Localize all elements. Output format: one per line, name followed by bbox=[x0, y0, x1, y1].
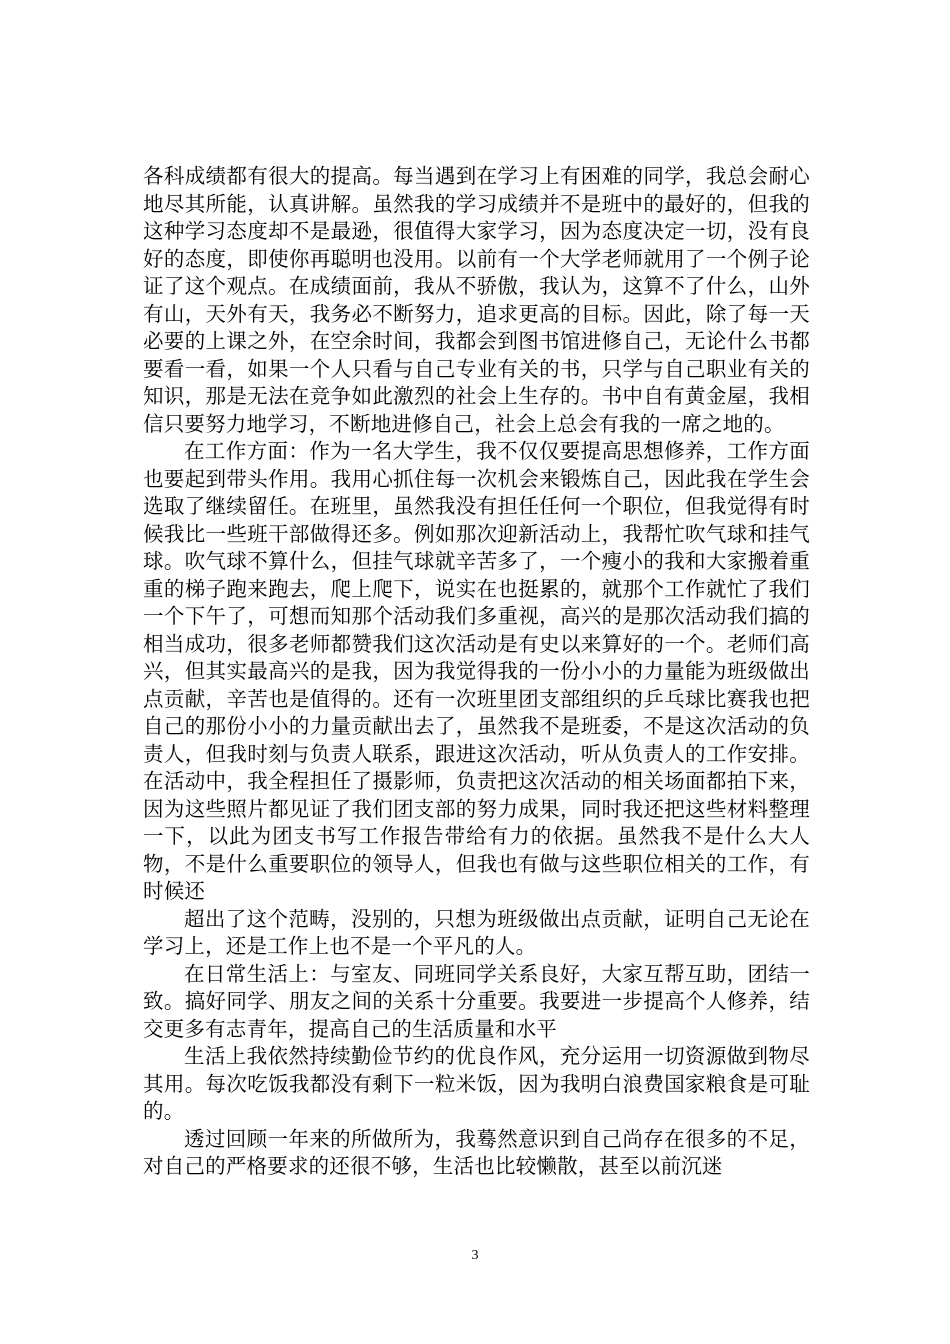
paragraph-3: 超出了这个范畴，没别的，只想为班级做出点贡献，证明自己无论在学习上，还是工作上也不是一个平凡的人。 bbox=[143, 906, 810, 958]
paragraph-4: 在日常生活上：与室友、同班同学关系良好，大家互帮互助，团结一致。搞好同学、朋友之间的关系十分重要。我要进一步提高个人修养，结交更多有志青年，提高自己的生活质量和水平 bbox=[143, 961, 810, 1041]
paragraph-2: 在工作方面：作为一名大学生，我不仅仅要提高思想修养，工作方面也要起到带头作用。我用心抓住每一次机会来锻炼自己，因此我在学生会选取了继续留任。在班里，虽然我没有担任任何一个职位，但我觉得有时候我比一些班干部做得还多。例如那次迎新活动上，我帮忙吹气球和挂气球。吹气球不算什么，但挂气球就辛苦多了，一个瘦小的我和大家搬着重重的梯子跑来跑去，爬上爬下，说实在也挺累的，就那个工作就忙了我们一个下午了，可想而知那个活动我们多重视，高兴的是那次活动我们搞的相当成功，很多老师都赞我们这次活动是有史以来算好的一个。老师们高兴，但其实最高兴的是我，因为我觉得我的一份小小的力量能为班级做出点贡献，辛苦也是值得的。还有一次班里团支部组织的乒乓球比赛我也把自己的那份小小的力量贡献出去了，虽然我不是班委，不是这次活动的负责人，但我时刻与负责人联系，跟进这次活动，听从负责人的工作安排。在活动中，我全程担任了摄影师，负责把这次活动的相关场面都拍下来，因为这些照片都见证了我们团支部的努力成果，同时我还把这些材料整理一下，以此为团支书写工作报告带给有力的依据。虽然我不是什么大人物，不是什么重要职位的领导人，但我也有做与这些职位相关的工作，有时候还 bbox=[143, 439, 810, 903]
paragraph-1: 各科成绩都有很大的提高。每当遇到在学习上有困难的同学，我总会耐心地尽其所能，认真讲解。虽然我的学习成绩并不是班中的最好的，但我的这种学习态度却不是最逊，很值得大家学习，因为态度决定一切，没有良好的态度，即使你再聪明也没用。以前有一个大学老师就用了一个例子论证了这个观点。在成绩面前，我从不骄傲，我认为，这算不了什么，山外有山，天外有天，我务必不断努力，追求更高的目标。因此，除了每一天必要的上课之外，在空余时间，我都会到图书馆进修自己，无论什么书都要看一看，如果一个人只看与自己专业有关的书，只学与自己职业有关的知识，那是无法在竞争如此激烈的社会上生存的。书中自有黄金屋，我相信只要努力地学习，不断地进修自己，社会上总会有我的一席之地的。 bbox=[143, 164, 810, 436]
paragraph-6: 透过回顾一年来的所做所为，我蓦然意识到自己尚存在很多的不足，对自己的严格要求的还很不够，生活也比较懒散，甚至以前沉迷 bbox=[143, 1126, 810, 1178]
paragraph-5: 生活上我依然持续勤俭节约的优良作风，充分运用一切资源做到物尽其用。每次吃饭我都没有剩下一粒米饭，因为我明白浪费国家粮食是可耻的。 bbox=[143, 1044, 810, 1123]
page-number: 3 bbox=[471, 1248, 479, 1263]
page-body bbox=[143, 163, 810, 1181]
